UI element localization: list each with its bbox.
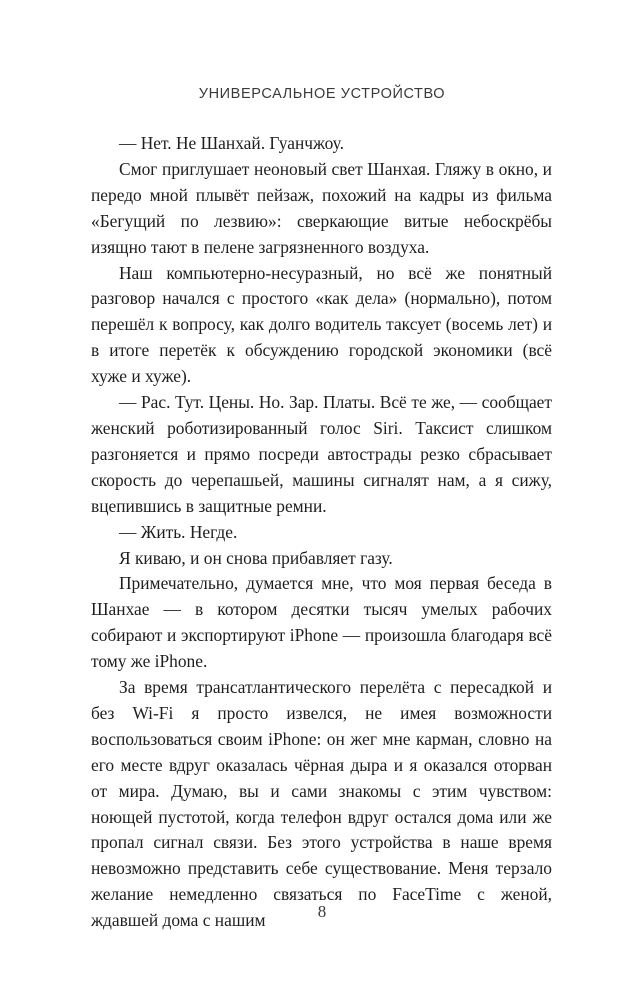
paragraph: Примечательно, думается мне, что моя первая беседа в Шанхае — в котором десятки тысяч умелых рабочих собирают и экспортируют iPhone — произошла благодаря всё тому же iPhone.	[91, 573, 552, 672]
paragraph: — Нет. Не Шанхай. Гуанчжоу.	[119, 133, 344, 153]
paragraph: — Рас. Тут. Цены. Но. Зар. Платы. Всё те же, — сообщает женский роботизированный голос Siri. Таксист слишком разгоняется и прямо посреди автострады резко сбрасывает скорость до черепашьей, машины сигналят нам, а я сижу, вцепившись в защитные ремни.	[91, 392, 552, 516]
page-number: 8	[317, 902, 327, 921]
paragraph: За время трансатлантического перелёта с пересадкой и без Wi-Fi я просто извелся, не имея возможности воспользоваться своим iPhone: он жег мне карман, словно на его месте вдруг оказалась чёрная дыра и я оказался оторван от мира. Думаю, вы и сами знакомы с этим чувством: ноющей пустотой, когда телефон вдруг остался дома или же пропал сигнал связи. Без этого устройства в наше время невозможно представить себе существование. Меня терзало желание немедленно связаться по FaceTime с женой, ждавшей дома с нашим	[91, 677, 552, 931]
paragraph: Наш компьютерно-несуразный, но всё же понятный разговор начался с простого «как дела» (нормально), потом перешёл к вопросу, как долго водитель таксует (восемь лет) и в итоге перетёк к обсуждению городской экономики (всё хуже и хуже).	[91, 262, 552, 387]
running-head: УНИВЕРСАЛЬНОЕ УСТРОЙСТВО	[198, 86, 446, 102]
paragraph: — Жить. Негде.	[119, 521, 238, 542]
paragraph: Смог приглушает неоновый свет Шанхая. Гляжу в окно, и передо мной плывёт пейзаж, похожий на кадры из фильма «Бегущий по лезвию»: сверкающие витые небоскрёбы изящно тают в пелене загрязненного воздуха.	[91, 158, 552, 257]
body-text	[91, 131, 552, 934]
paragraph: Я киваю, и он снова прибавляет газу.	[119, 547, 393, 568]
